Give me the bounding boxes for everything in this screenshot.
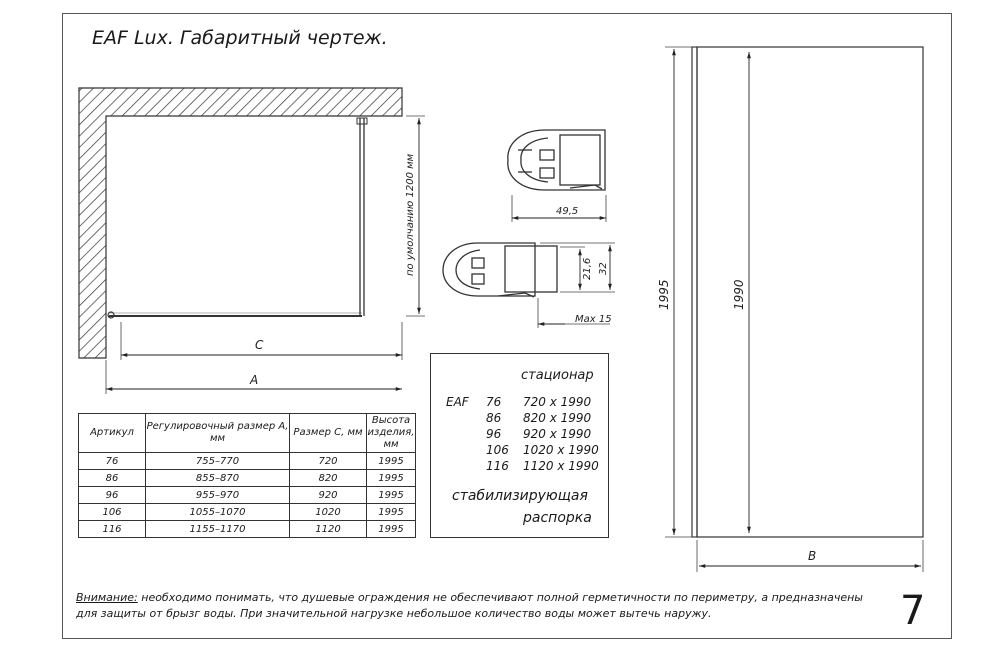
variants-label: EAF — [446, 395, 469, 409]
variant-size: 720 x 1990 — [523, 395, 592, 409]
table-cell: 1155–1170 — [146, 521, 290, 538]
profile-dim-32: 32 — [598, 262, 609, 275]
profile-section-bottom — [443, 243, 557, 297]
variant-size: 920 x 1990 — [523, 427, 592, 441]
variant-row — [486, 395, 591, 409]
variant-size: 820 x 1990 — [523, 411, 592, 425]
table-cell: 76 — [79, 453, 146, 470]
variant-size: 1020 x 1990 — [523, 443, 599, 457]
variant-article: 116 — [486, 459, 509, 473]
variant-row — [486, 459, 599, 473]
table-header: Регулировочный размер А, мм — [146, 414, 290, 453]
variant-row — [486, 411, 591, 425]
variant-article: 86 — [486, 411, 502, 425]
spec-table — [78, 413, 416, 538]
wall-hatch — [79, 88, 402, 358]
table-cell: 116 — [79, 521, 146, 538]
table-row — [79, 504, 416, 521]
table-cell: 920 — [290, 487, 367, 504]
table-header-row — [79, 414, 416, 453]
variants-box — [430, 353, 609, 538]
table-cell: 755–770 — [146, 453, 290, 470]
table-cell: 1995 — [367, 487, 416, 504]
table-cell: 1995 — [367, 470, 416, 487]
plan-height-label: по умолчанию 1200 мм — [405, 153, 416, 276]
variant-size: 1120 x 1990 — [523, 459, 599, 473]
table-cell: 1055–1070 — [146, 504, 290, 521]
variant-article: 96 — [486, 427, 502, 441]
dim-a-label: A — [250, 373, 259, 387]
profile-max-label: Max 15 — [575, 314, 612, 325]
page-number: 7 — [900, 588, 926, 634]
dim-b-label: B — [808, 549, 817, 563]
variant-article: 106 — [486, 443, 509, 457]
variants-heading: стационар — [521, 368, 594, 383]
table-cell: 106 — [79, 504, 146, 521]
drawing-title: EAF Lux. Габаритный чертеж. — [92, 27, 388, 49]
table-header: Высота изделия, мм — [367, 414, 416, 453]
variants-note-line1: стабилизирующая — [452, 488, 588, 504]
profile-width-label: 49,5 — [556, 206, 579, 217]
table-cell: 820 — [290, 470, 367, 487]
table-cell: 96 — [79, 487, 146, 504]
variant-row — [486, 443, 599, 457]
variant-row — [486, 427, 591, 441]
table-cell: 855–870 — [146, 470, 290, 487]
notice-text1: необходимо понимать, что душевые ограждения не обеспечивают полной герметичности по периметру, а предназначены — [137, 591, 863, 604]
table-row — [79, 521, 416, 538]
elevation-height-total: 1995 — [657, 279, 671, 310]
elevation-height-glass: 1990 — [732, 279, 746, 310]
notice-line2: для защиты от брызг воды. При значительной нагрузке небольшое количество воды может вытечь наружу. — [76, 607, 712, 620]
table-cell: 720 — [290, 453, 367, 470]
elevation-panel — [697, 47, 923, 537]
table-cell: 1995 — [367, 453, 416, 470]
elevation-profile — [692, 47, 697, 537]
table-cell: 86 — [79, 470, 146, 487]
variants-note-line2: распорка — [523, 510, 592, 526]
notice-lead: Внимание: — [76, 591, 138, 604]
table-cell: 1020 — [290, 504, 367, 521]
table-header: Размер С, мм — [290, 414, 367, 453]
table-cell: 1995 — [367, 504, 416, 521]
table-row — [79, 470, 416, 487]
notice-line1 — [76, 590, 876, 606]
table-row — [79, 487, 416, 504]
table-cell: 1120 — [290, 521, 367, 538]
table-cell: 1995 — [367, 521, 416, 538]
table-header: Артикул — [79, 414, 146, 453]
profile-dim-216: 21,6 — [582, 257, 593, 280]
table-cell: 955–970 — [146, 487, 290, 504]
dim-c-label: C — [255, 338, 264, 352]
profile-section-top — [508, 130, 605, 190]
variant-article: 76 — [486, 395, 502, 409]
notice — [76, 590, 876, 622]
table-row — [79, 453, 416, 470]
